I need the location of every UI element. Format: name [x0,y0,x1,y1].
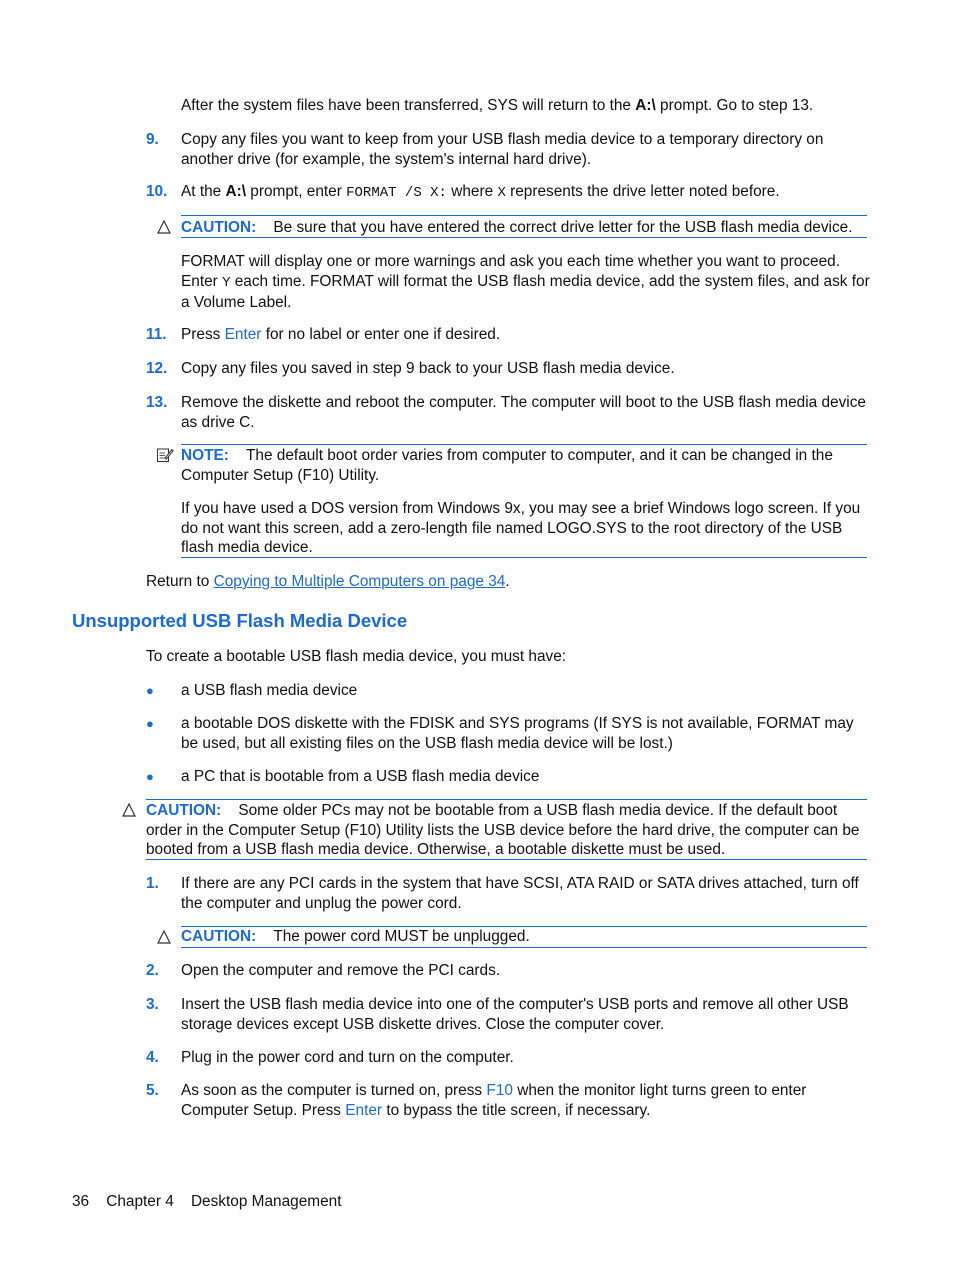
page-number: 36 [72,1193,90,1210]
bullet-icon: ● [146,769,154,784]
key-enter: Enter [224,326,262,343]
caution-bottom-rule [146,859,867,860]
step-text: At the A:\ prompt, enter FORMAT /S X: where X represents the drive letter noted before. [181,183,780,201]
step-number: 13. [146,394,168,411]
step-text: Plug in the power cord and turn on the computer. [181,1049,514,1066]
step-number: 10. [146,183,168,200]
key-f10: F10 [486,1082,513,1099]
caution-triangle-icon [122,803,136,817]
step-text: Copy any files you want to keep from your USB flash media device to a temporary directory on another drive (for example, the system's internal hard drive). [181,131,824,168]
step-text: As soon as the computer is turned on, press F10 when the monitor light turns green to enter Computer Setup. Press Enter to bypass the title screen, if necessary. [181,1082,807,1119]
note-top-rule [181,444,867,445]
intro-paragraph: After the system files have been transferred, SYS will return to the A:\ prompt. Go to step 13. [181,97,814,114]
caution-bottom-rule [181,947,867,948]
bullet-icon: ● [146,683,154,698]
step-text: Copy any files you saved in step 9 back to your USB flash media device. [181,360,675,377]
step-number: 11. [146,326,167,343]
copying-link[interactable]: Copying to Multiple Computers on page 34 [213,573,506,590]
caution-triangle-icon [157,220,171,234]
step-number: 4. [146,1049,159,1066]
step-text: Open the computer and remove the PCI cards. [181,962,501,979]
caution-top-rule [146,799,867,800]
step-text: Remove the diskette and reboot the computer. The computer will boot to the USB flash media device as drive C. [181,394,866,431]
list-item: a USB flash media device [181,682,358,699]
caution-triangle-icon [157,930,171,944]
chapter-title: Desktop Management [190,1193,342,1210]
step-number: 12. [146,360,168,377]
step-number: 9. [146,131,159,148]
bullet-icon: ● [146,716,154,731]
step-number: 1. [146,875,159,892]
step-text: Press Enter for no label or enter one if desired. [181,326,501,343]
chapter-label: Chapter 4 [106,1193,174,1210]
step-number: 3. [146,996,159,1013]
step-number: 2. [146,962,159,979]
return-line: Return to Copying to Multiple Computers on page 34. [146,573,510,590]
step-text: Insert the USB flash media device into one of the computer's USB ports and remove all other USB storage devices except USB diskette drives. Close the computer cover. [181,996,849,1033]
caution-box: CAUTION: Some older PCs may not be bootable from a USB flash media device. If the default boot order in the Computer Setup (F10) Utility lists the USB device before the hard drive, the computer can be booted from a USB flash media device. Otherwise, a bootable diskette must be used. [146,802,860,858]
caution-top-rule [181,215,867,216]
caution-bottom-rule [181,237,867,238]
note-paragraph: If you have used a DOS version from Windows 9x, you may see a brief Windows logo screen. If you do not want this screen, add a zero-length file named LOGO.SYS to the root directory of the USB flash media device. [181,500,861,556]
key-enter: Enter [345,1101,383,1119]
note-box: NOTE: The default boot order varies from computer to computer, and it can be changed in the Computer Setup (F10) Utility. [181,447,833,484]
section-intro: To create a bootable USB flash media device, you must have: [146,648,567,665]
step-text: If there are any PCI cards in the system that have SCSI, ATA RAID or SATA drives attached, turn off the computer and unplug the power cord. [181,875,859,912]
section-heading: Unsupported USB Flash Media Device [72,610,408,631]
caution-box: CAUTION: The power cord MUST be unplugged. [181,928,530,945]
format-paragraph: FORMAT will display one or more warnings and ask you each time whether you want to proceed. Enter Y each time. FORMAT will format the USB flash media device, add the system files, and ask for a Volume Label. [181,253,870,311]
list-item: a PC that is bootable from a USB flash media device [181,768,540,785]
page-footer [72,1192,342,1212]
step-number: 5. [146,1082,159,1099]
note-pencil-icon [156,447,174,463]
caution-box: CAUTION: Be sure that you have entered the correct drive letter for the USB flash media device. [181,219,853,236]
list-item: a bootable DOS diskette with the FDISK and SYS programs (If SYS is not available, FORMAT may be used, but all existing files on the USB flash media device will be lost.) [181,715,854,752]
note-bottom-rule [181,557,867,558]
